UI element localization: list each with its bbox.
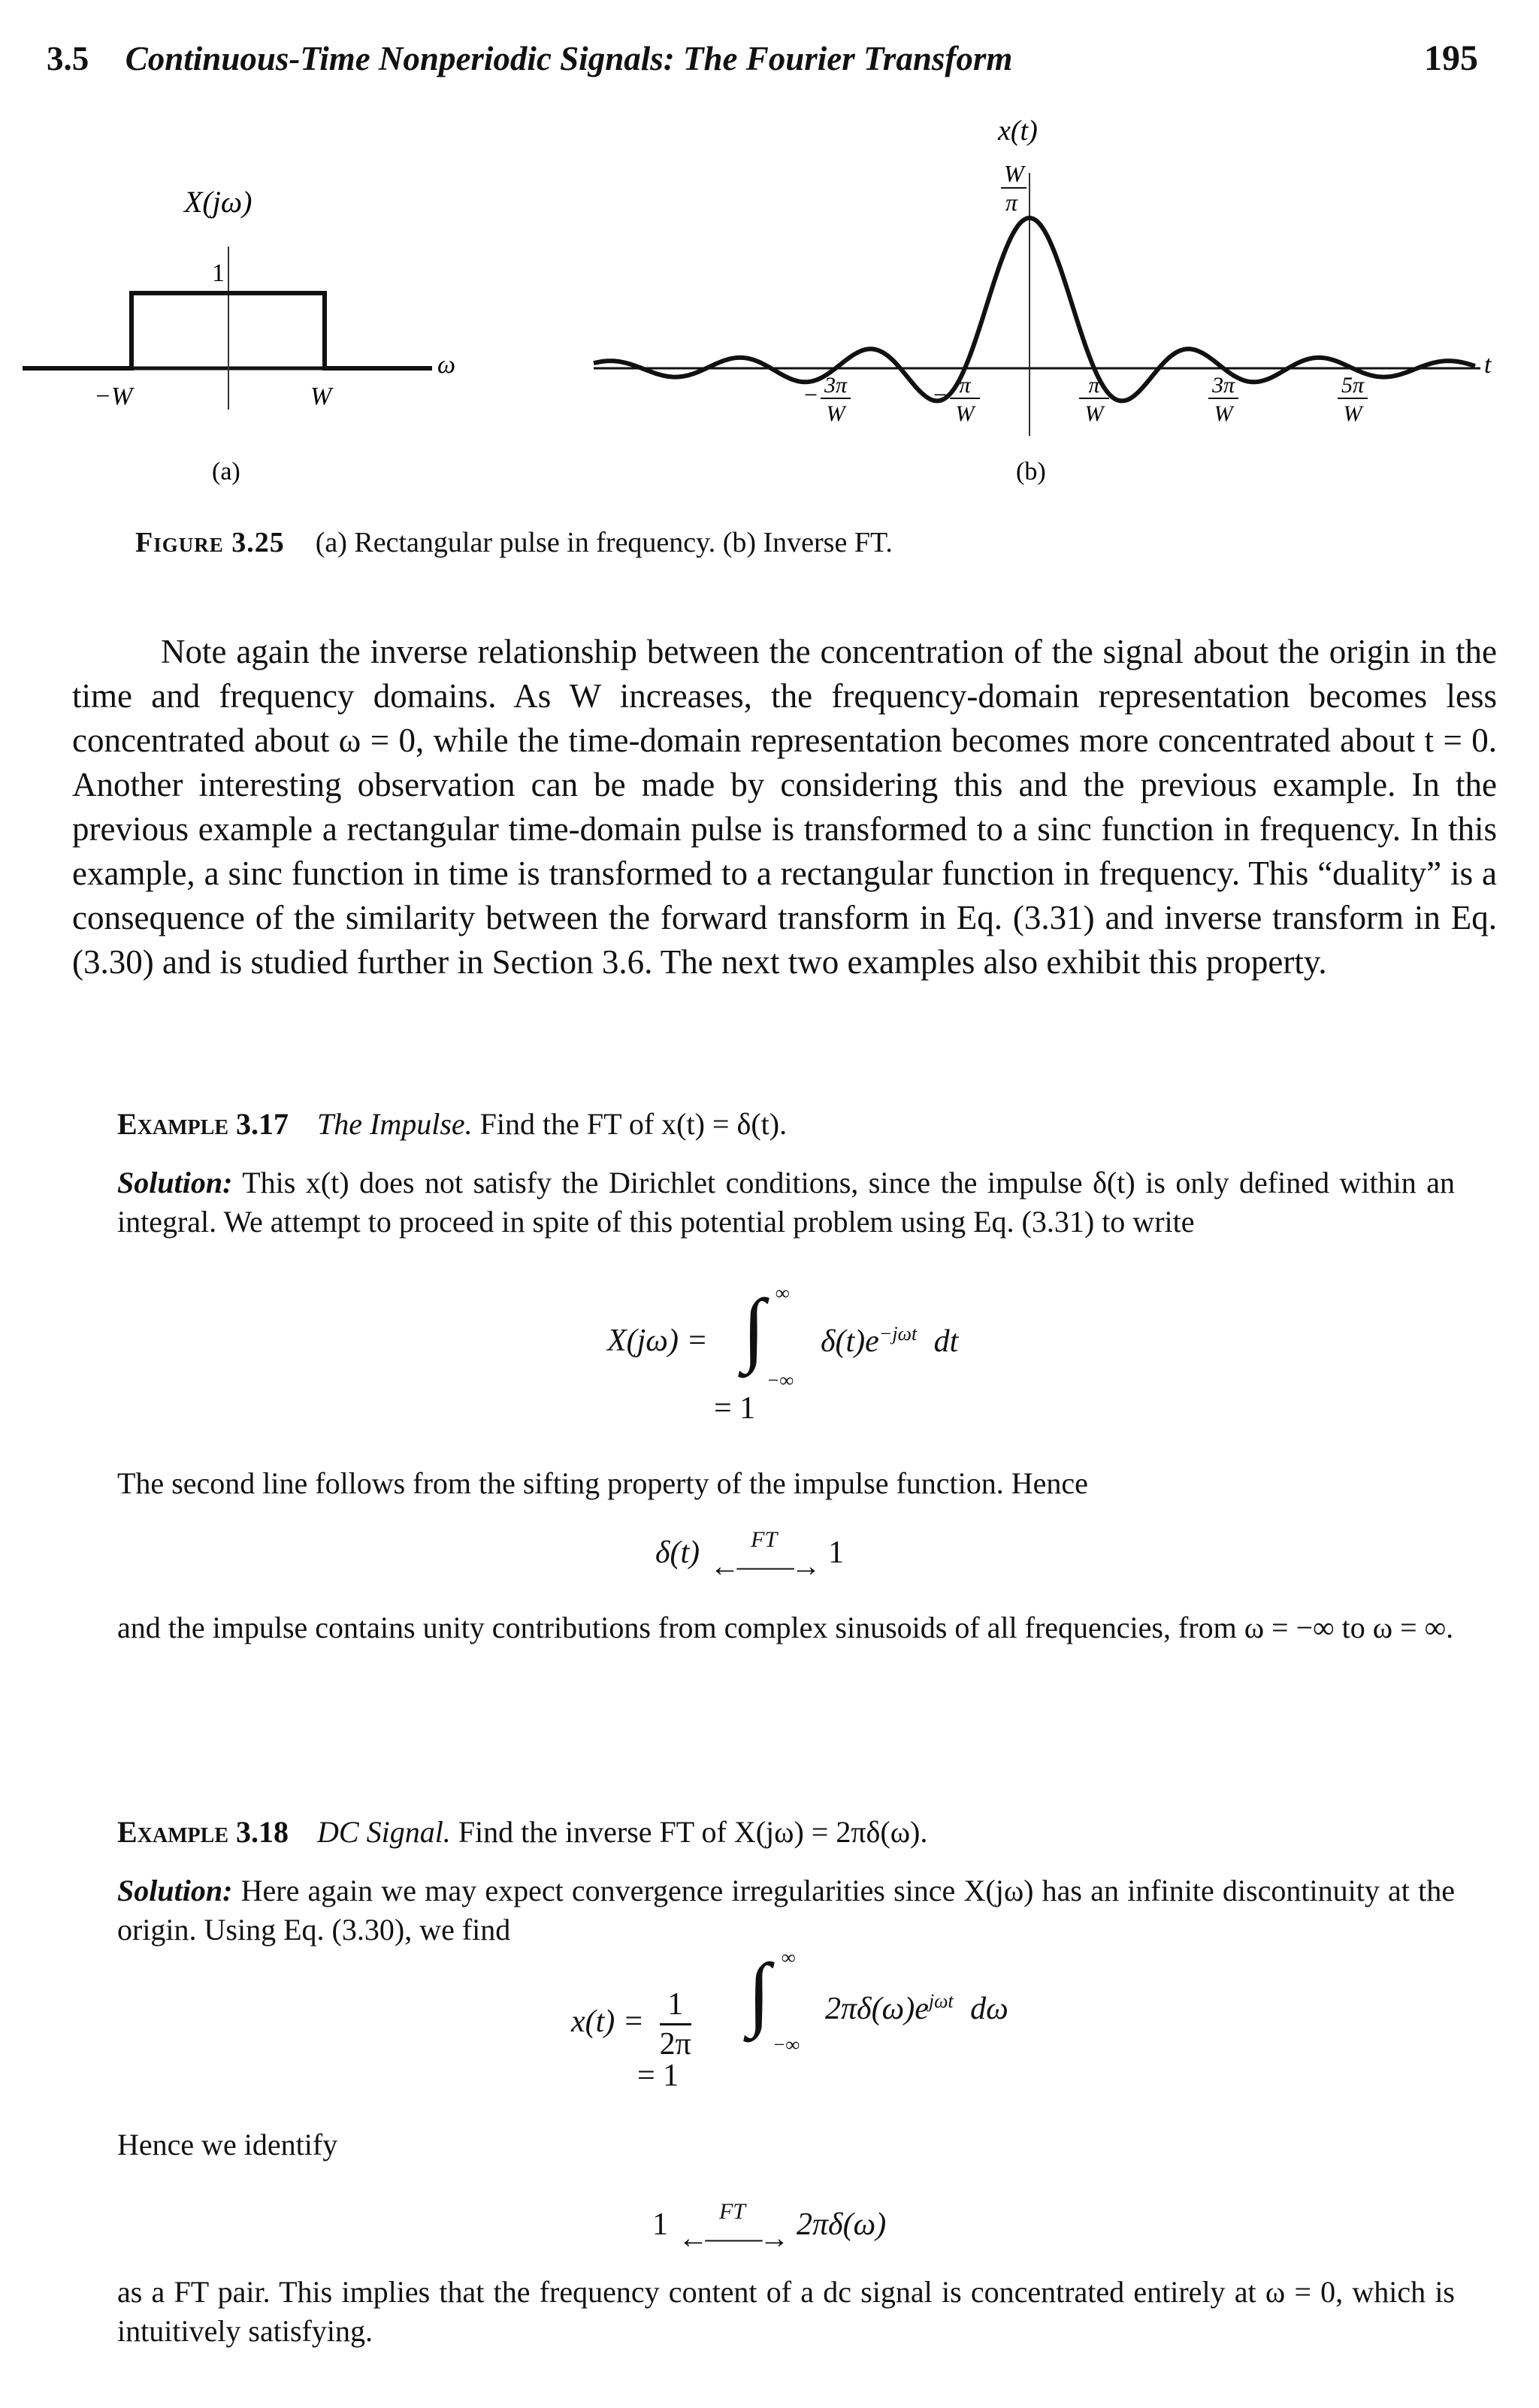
fig-a-height-label: 1: [212, 259, 225, 287]
fig-b-tick-num: π: [959, 373, 971, 398]
example-3-18-name: DC Signal.: [317, 1815, 451, 1849]
example-3-17-label: Example 3.17: [117, 1107, 289, 1141]
eq1-exponent: −jωt: [878, 1323, 918, 1345]
fig-b-tick-den: W: [955, 401, 975, 426]
eq1-dt: dt: [933, 1324, 959, 1359]
eq2-dw: dω: [970, 1992, 1008, 2026]
pair1-right: 1: [828, 1535, 845, 1571]
eq2-frac-den: 2π: [659, 2027, 691, 2062]
example-3-17-name: The Impulse.: [317, 1107, 473, 1141]
figure-b-sinc: [586, 113, 1525, 504]
eq2-upper-limit: ∞: [782, 1947, 796, 1968]
fig-b-tick-den: W: [1343, 401, 1362, 426]
running-header: [47, 39, 1012, 78]
eq2-integrand: 2πδ(ω)e: [825, 1992, 929, 2026]
figure-caption-label: Figure 3.25: [135, 527, 285, 558]
eq1-integral-sign: ∫: [742, 1282, 766, 1374]
eq1-integrand: δ(t)e: [821, 1324, 879, 1359]
fig-a-xlabel: ω: [437, 351, 456, 379]
fig-b-tick-num: 3π: [1211, 373, 1235, 398]
fig-b-tick-sign: −: [933, 381, 948, 408]
fig-b-ylabel: x(t): [998, 115, 1038, 147]
eq2-frac-num: 1: [660, 1989, 691, 2025]
example-3-17-prompt: Find the FT of x(t) = δ(t).: [479, 1107, 788, 1141]
eq2-lhs: x(t) =: [571, 2004, 645, 2040]
eq1-line2: = 1: [714, 1391, 756, 1426]
fig-a-rect-curve: [23, 293, 432, 368]
fig-b-peak-den: π: [1005, 189, 1018, 216]
example-3-18-closing: as a FT pair. This implies that the frequency content of a dc signal is concentrated entirely at ω = 0, which is intuitively satisfying.: [117, 2275, 1455, 2348]
body-paragraph: Note again the inverse relationship between the concentration of the signal about the origin in the time and frequency domains. As W increases, the frequency-domain representation becomes less concentrated about ω = 0, while the time-domain representation becomes more concentrated about t = 0. Another interesting observation can be made by considering this and the previous example. In the previous example a rectangular time-domain pulse is transformed to a sinc function in frequency. In this example, a sinc function in time is transformed to a rectangular function in frequency. This “duality” is a consequence of the similarity between the forward transform in Eq. (3.31) and inverse transform in Eq. (3.30) and is studied further in Section 3.6. The next two examples also exhibit this property.: [72, 633, 1497, 981]
fig-b-tick-den: W: [826, 401, 845, 426]
figure-a-rect-pulse: [15, 113, 466, 504]
example-3-18-solution: [117, 1871, 1455, 1950]
figure-caption: [135, 526, 893, 559]
example-3-18-equation: [571, 1989, 691, 2060]
chapter-title: Continuous-Time Nonperiodic Signals: The Fourier Transform: [125, 40, 1013, 77]
example-3-18-prompt: Find the inverse FT of X(jω) = 2πδ(ω).: [458, 1815, 928, 1849]
eq1-rhs: [821, 1323, 958, 1360]
pair2-label: FT: [718, 2199, 745, 2224]
example-3-17-solution-label: Solution:: [117, 1166, 233, 1199]
fig-a-right-tick: W: [310, 383, 332, 410]
fig-a-ylabel: X(jω): [184, 185, 252, 219]
fig-b-tick-den: W: [1214, 401, 1233, 426]
fig-a-left-tick: −W: [94, 383, 133, 410]
section-number: 3.5: [47, 40, 89, 77]
fig-b-tick-num: π: [1088, 373, 1100, 398]
example-3-18-solution-label: Solution:: [117, 1874, 233, 1907]
fig-b-tick-sign: −: [804, 381, 818, 408]
fig-b-panel-label: (b): [1016, 458, 1046, 486]
fig-b-tick-num: 3π: [824, 373, 848, 398]
example-3-17-ft-pair: [655, 1527, 844, 1584]
eq2-line2: = 1: [637, 2059, 679, 2093]
pair1-left: δ(t): [655, 1535, 700, 1571]
eq2-rhs: [825, 1990, 1008, 2027]
fig-a-panel-label: (a): [212, 458, 240, 486]
pair2-left: 1: [652, 2207, 668, 2243]
example-3-18-label: Example 3.18: [117, 1815, 289, 1849]
page-number: 195: [1424, 38, 1478, 78]
example-3-18-solution-text: Here again we may expect convergence irregularities since X(jω) has an infinite discontinuity at the origin. Using Eq. (3.30), we find: [117, 1874, 1455, 1947]
example-3-17-equation-1: [607, 1323, 708, 1359]
example-3-17-heading: [117, 1105, 1455, 1144]
fig-b-peak-num: W: [1004, 160, 1024, 187]
fig-b-xlabel: t: [1484, 351, 1492, 379]
example-3-18-ft-pair: [652, 2199, 886, 2255]
eq1-lower-limit: −∞: [766, 1369, 794, 1391]
pair2-right: 2πδ(ω): [797, 2207, 887, 2243]
pair1-label: FT: [751, 1527, 778, 1552]
eq2-exponent: jωt: [928, 1990, 954, 2012]
fig-b-tick-den: W: [1084, 401, 1104, 426]
example-3-18-identify: Hence we identify: [117, 2128, 338, 2161]
eq1-upper-limit: ∞: [776, 1282, 790, 1304]
example-3-17-solution-text: This x(t) does not satisfy the Dirichlet conditions, since the impulse δ(t) is only defined within an integral. We attempt to proceed in spite of this potential problem using Eq. (3.31) to write: [117, 1166, 1456, 1239]
fig-b-tick-num: 5π: [1341, 373, 1365, 398]
ft-double-arrow-icon: FT ←——→: [676, 2199, 789, 2255]
eq1-lhs: X(jω) =: [607, 1323, 708, 1358]
ft-double-arrow-icon: FT ←——→: [708, 1527, 821, 1584]
eq2-lower-limit: −∞: [773, 2034, 800, 2056]
example-3-18-heading: [117, 1813, 1455, 1852]
fig-b-tick-labels: [804, 373, 1368, 426]
figure-caption-text: (a) Rectangular pulse in frequency. (b) Inverse FT.: [315, 527, 893, 558]
eq2-integral-sign: ∫: [748, 1947, 771, 2038]
eq2-fraction: [660, 1989, 691, 2060]
example-3-17-closing: and the impulse contains unity contributions from complex sinusoids of all frequencies, from ω = −∞ to ω = ∞.: [117, 1611, 1454, 1644]
example-3-17-after: The second line follows from the sifting property of the impulse function. Hence: [117, 1466, 1088, 1500]
example-3-17-solution: [117, 1163, 1455, 1242]
